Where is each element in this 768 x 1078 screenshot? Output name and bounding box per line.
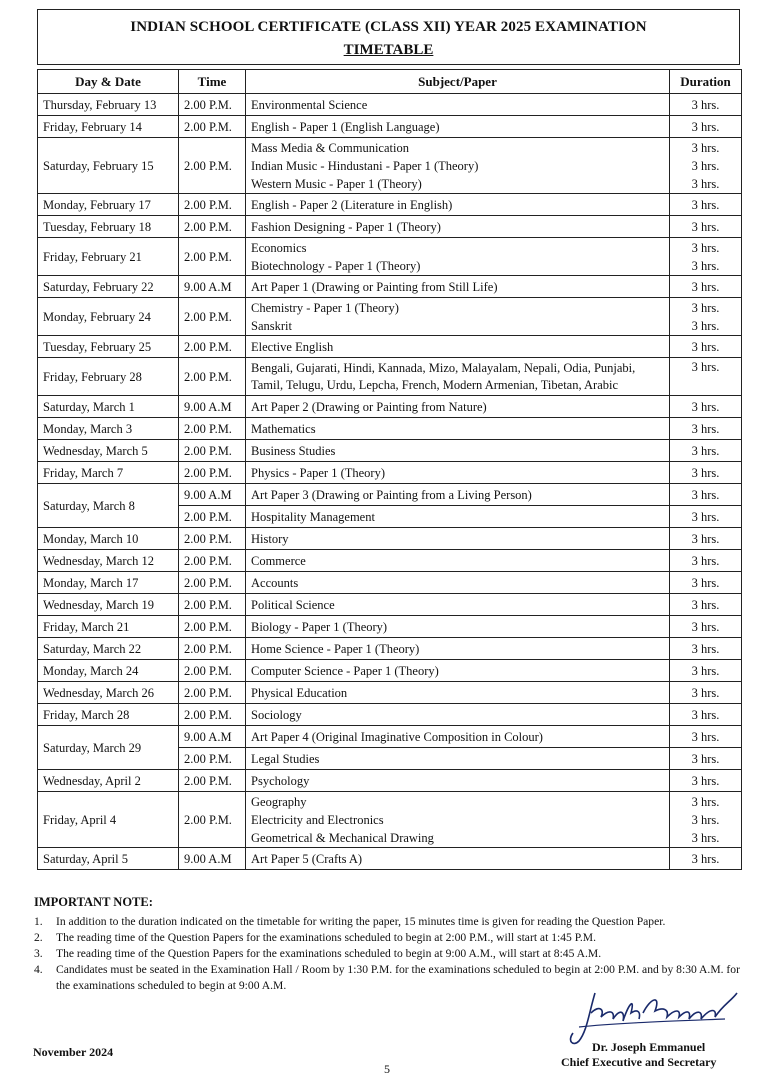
table-row <box>38 550 742 572</box>
cell-subject <box>246 660 670 682</box>
cell-duration <box>670 572 742 594</box>
cell-time: 2.00 P.M. <box>179 358 246 396</box>
table-row <box>38 462 742 484</box>
cell-subject <box>246 572 670 594</box>
subject-line: Geometrical & Mechanical Drawing <box>251 830 434 845</box>
cell-day: Saturday, February 15 <box>38 138 179 194</box>
cell-day: Wednesday, April 2 <box>38 770 179 792</box>
duration-line: 3 hrs. <box>691 140 720 155</box>
table-row <box>38 336 742 358</box>
cell-duration <box>670 682 742 704</box>
cell-day: Monday, March 10 <box>38 528 179 550</box>
subject-line: Sanskrit <box>251 318 292 333</box>
cell-subject <box>246 216 670 238</box>
notes-list <box>34 914 744 994</box>
note-number: 4. <box>34 963 43 976</box>
table-row <box>38 682 742 704</box>
note-number: 1. <box>34 915 43 928</box>
subject-line: Art Paper 4 (Original Imaginative Composition in Colour) <box>251 729 543 744</box>
cell-subject <box>246 336 670 358</box>
subject-line: Art Paper 3 (Drawing or Painting from a Living Person) <box>251 487 532 502</box>
cell-subject <box>246 792 670 848</box>
table-row <box>38 660 742 682</box>
duration-line: 3 hrs. <box>691 339 720 354</box>
cell-time: 2.00 P.M. <box>179 418 246 440</box>
timetable-body <box>38 94 742 870</box>
subject-line: Art Paper 1 (Drawing or Painting from Still Life) <box>251 279 498 294</box>
subject-line: Geography <box>251 794 307 809</box>
subject-line: Fashion Designing - Paper 1 (Theory) <box>251 219 441 234</box>
table-row <box>38 704 742 726</box>
cell-subject <box>246 528 670 550</box>
subject-line: Environmental Science <box>251 97 368 112</box>
cell-duration <box>670 276 742 298</box>
duration-line: 3 hrs. <box>691 318 720 333</box>
cell-duration <box>670 638 742 660</box>
table-row <box>38 216 742 238</box>
cell-subject <box>246 298 670 336</box>
subject-line: Accounts <box>251 575 299 590</box>
subject-line: Hospitality Management <box>251 509 375 524</box>
duration-line: 3 hrs. <box>691 531 720 546</box>
cell-day: Friday, February 28 <box>38 358 179 396</box>
note-item <box>34 914 744 930</box>
subject-line: Psychology <box>251 773 310 788</box>
cell-duration <box>670 528 742 550</box>
column-header-day: Day & Date <box>38 70 179 94</box>
duration-line: 3 hrs. <box>691 553 720 568</box>
cell-time: 2.00 P.M. <box>179 336 246 358</box>
cell-duration <box>670 506 742 528</box>
document-title: INDIAN SCHOOL CERTIFICATE (CLASS XII) YEAR 2025 EXAMINATION <box>130 19 647 35</box>
document-subtitle: TIMETABLE <box>343 42 434 58</box>
cell-duration <box>670 216 742 238</box>
table-row <box>38 528 742 550</box>
subject-line: Political Science <box>251 597 335 612</box>
duration-line: 3 hrs. <box>691 119 720 134</box>
cell-duration <box>670 726 742 748</box>
cell-subject <box>246 94 670 116</box>
cell-subject <box>246 138 670 194</box>
duration-line: 3 hrs. <box>691 830 720 845</box>
cell-day: Friday, March 21 <box>38 616 179 638</box>
cell-day: Friday, February 21 <box>38 238 179 276</box>
cell-time: 2.00 P.M. <box>179 528 246 550</box>
cell-subject <box>246 704 670 726</box>
cell-time: 2.00 P.M. <box>179 238 246 276</box>
table-row <box>38 440 742 462</box>
note-number: 2. <box>34 931 43 944</box>
page-number: 5 <box>384 1062 390 1076</box>
cell-time: 9.00 A.M <box>179 726 246 748</box>
note-text: Candidates must be seated in the Examination Hall / Room by 1:30 P.M. for the examinations scheduled to begin at 2:00 P.M. and by 8:30 A.M. for the examinations scheduled to begin at 9:00 A.M. <box>56 963 740 992</box>
duration-line: 3 hrs. <box>691 707 720 722</box>
duration-line: 3 hrs. <box>691 258 720 273</box>
cell-subject <box>246 396 670 418</box>
cell-time: 2.00 P.M. <box>179 660 246 682</box>
cell-duration <box>670 792 742 848</box>
cell-duration <box>670 594 742 616</box>
note-text: In addition to the duration indicated on the timetable for writing the paper, 15 minutes time is given for reading the Question Paper. <box>56 915 666 928</box>
cell-subject <box>246 550 670 572</box>
cell-time: 2.00 P.M. <box>179 462 246 484</box>
cell-duration <box>670 660 742 682</box>
cell-time: 9.00 A.M <box>179 396 246 418</box>
cell-time: 9.00 A.M <box>179 848 246 870</box>
cell-time: 2.00 P.M. <box>179 748 246 770</box>
cell-day: Wednesday, March 26 <box>38 682 179 704</box>
cell-time: 2.00 P.M. <box>179 704 246 726</box>
cell-time: 2.00 P.M. <box>179 116 246 138</box>
subject-line: Home Science - Paper 1 (Theory) <box>251 641 420 656</box>
cell-subject <box>246 238 670 276</box>
cell-time: 2.00 P.M. <box>179 216 246 238</box>
cell-day: Wednesday, March 19 <box>38 594 179 616</box>
duration-line: 3 hrs. <box>691 751 720 766</box>
cell-subject <box>246 748 670 770</box>
duration-line: 3 hrs. <box>691 240 720 255</box>
cell-day: Thursday, February 13 <box>38 94 179 116</box>
cell-duration <box>670 336 742 358</box>
cell-time: 2.00 P.M. <box>179 572 246 594</box>
subject-line: Chemistry - Paper 1 (Theory) <box>251 300 399 315</box>
cell-subject <box>246 440 670 462</box>
cell-duration <box>670 440 742 462</box>
cell-duration <box>670 484 742 506</box>
note-item <box>34 930 744 946</box>
cell-subject <box>246 484 670 506</box>
cell-time: 2.00 P.M. <box>179 770 246 792</box>
subject-line: English - Paper 1 (English Language) <box>251 119 440 134</box>
table-row <box>38 298 742 336</box>
table-row <box>38 396 742 418</box>
cell-subject <box>246 358 670 396</box>
note-text: The reading time of the Question Papers for the examinations scheduled to begin at 2:00 P.M., will start at 1:45 P.M. <box>56 931 596 944</box>
cell-day: Saturday, March 22 <box>38 638 179 660</box>
cell-time: 2.00 P.M. <box>179 138 246 194</box>
duration-line: 3 hrs. <box>691 97 720 112</box>
subject-line: Indian Music - Hindustani - Paper 1 (Theory) <box>251 158 479 173</box>
cell-time: 2.00 P.M. <box>179 94 246 116</box>
cell-time: 2.00 P.M. <box>179 616 246 638</box>
cell-subject <box>246 726 670 748</box>
cell-duration <box>670 770 742 792</box>
note-item <box>34 946 744 962</box>
duration-line: 3 hrs. <box>691 575 720 590</box>
cell-subject <box>246 462 670 484</box>
table-row <box>38 116 742 138</box>
subject-line: English - Paper 2 (Literature in English) <box>251 197 453 212</box>
subject-line: Elective English <box>251 339 334 354</box>
cell-day: Wednesday, March 5 <box>38 440 179 462</box>
cell-time: 2.00 P.M. <box>179 594 246 616</box>
cell-day: Saturday, March 1 <box>38 396 179 418</box>
cell-day: Wednesday, March 12 <box>38 550 179 572</box>
subject-line: Bengali, Gujarati, Hindi, Kannada, Mizo, Malayalam, Nepali, Odia, Punjabi, Tamil, Telugu, Urdu, Lepcha, French, Modern Armenian, Tibetan, Arabic <box>251 360 636 392</box>
subject-line: Physics - Paper 1 (Theory) <box>251 465 385 480</box>
subject-line: Business Studies <box>251 443 336 458</box>
cell-time: 2.00 P.M. <box>179 194 246 216</box>
table-row <box>38 418 742 440</box>
cell-duration <box>670 418 742 440</box>
cell-duration <box>670 396 742 418</box>
table-row <box>38 792 742 848</box>
cell-duration <box>670 116 742 138</box>
cell-day: Saturday, March 8 <box>38 484 179 528</box>
cell-duration <box>670 194 742 216</box>
duration-line: 3 hrs. <box>691 685 720 700</box>
cell-time: 2.00 P.M. <box>179 506 246 528</box>
cell-time: 2.00 P.M. <box>179 440 246 462</box>
duration-line: 3 hrs. <box>691 812 720 827</box>
cell-time: 9.00 A.M <box>179 276 246 298</box>
subject-line: Economics <box>251 240 307 255</box>
duration-line: 3 hrs. <box>691 597 720 612</box>
note-number: 3. <box>34 947 43 960</box>
header-box <box>37 9 740 65</box>
cell-time: 2.00 P.M. <box>179 682 246 704</box>
cell-day: Tuesday, February 18 <box>38 216 179 238</box>
table-row <box>38 194 742 216</box>
duration-line: 3 hrs. <box>691 663 720 678</box>
cell-duration <box>670 616 742 638</box>
duration-line: 3 hrs. <box>691 509 720 524</box>
cell-day: Tuesday, February 25 <box>38 336 179 358</box>
footer-date: November 2024 <box>33 1045 114 1059</box>
duration-line: 3 hrs. <box>691 300 720 315</box>
cell-day: Monday, March 24 <box>38 660 179 682</box>
cell-subject <box>246 506 670 528</box>
cell-subject <box>246 594 670 616</box>
cell-day: Monday, February 24 <box>38 298 179 336</box>
subject-line: Art Paper 5 (Crafts A) <box>251 851 363 866</box>
subject-line: Commerce <box>251 553 306 568</box>
cell-duration <box>670 748 742 770</box>
cell-subject <box>246 276 670 298</box>
cell-duration <box>670 848 742 870</box>
table-row <box>38 484 742 506</box>
cell-time: 2.00 P.M. <box>179 298 246 336</box>
subject-line: History <box>251 531 289 546</box>
cell-time: 9.00 A.M <box>179 484 246 506</box>
subject-line: Mathematics <box>251 421 316 436</box>
cell-day: Friday, April 4 <box>38 792 179 848</box>
table-row <box>38 726 742 748</box>
cell-time: 2.00 P.M. <box>179 638 246 660</box>
duration-line: 3 hrs. <box>691 794 720 809</box>
subject-line: Computer Science - Paper 1 (Theory) <box>251 663 439 678</box>
cell-day: Friday, March 28 <box>38 704 179 726</box>
notes-title: IMPORTANT NOTE: <box>34 895 153 909</box>
cell-day: Friday, February 14 <box>38 116 179 138</box>
table-row <box>38 616 742 638</box>
table-row <box>38 770 742 792</box>
cell-day: Monday, March 17 <box>38 572 179 594</box>
cell-day: Saturday, February 22 <box>38 276 179 298</box>
cell-subject <box>246 616 670 638</box>
duration-line: 3 hrs. <box>691 197 720 212</box>
cell-subject <box>246 194 670 216</box>
subject-line: Western Music - Paper 1 (Theory) <box>251 176 422 191</box>
cell-duration <box>670 704 742 726</box>
table-row <box>38 276 742 298</box>
subject-line: Electricity and Electronics <box>251 812 384 827</box>
duration-line: 3 hrs. <box>691 773 720 788</box>
duration-line: 3 hrs. <box>691 421 720 436</box>
column-header-duration: Duration <box>670 70 742 94</box>
duration-line: 3 hrs. <box>691 219 720 234</box>
table-header-row <box>38 70 742 94</box>
subject-line: Legal Studies <box>251 751 320 766</box>
cell-day: Monday, February 17 <box>38 194 179 216</box>
duration-line: 3 hrs. <box>691 619 720 634</box>
column-header-time: Time <box>179 70 246 94</box>
duration-line: 3 hrs. <box>691 443 720 458</box>
duration-line: 3 hrs. <box>691 641 720 656</box>
cell-subject <box>246 770 670 792</box>
duration-line: 3 hrs. <box>691 176 720 191</box>
table-row <box>38 358 742 396</box>
cell-day: Friday, March 7 <box>38 462 179 484</box>
subject-line: Mass Media & Communication <box>251 140 409 155</box>
duration-line: 3 hrs. <box>691 851 720 866</box>
cell-subject <box>246 682 670 704</box>
subject-line: Physical Education <box>251 685 348 700</box>
cell-day: Monday, March 3 <box>38 418 179 440</box>
duration-line: 3 hrs. <box>691 465 720 480</box>
note-text: The reading time of the Question Papers for the examinations scheduled to begin at 9:00 A.M., will start at 8:45 A.M. <box>56 947 602 960</box>
cell-day: Saturday, April 5 <box>38 848 179 870</box>
cell-duration <box>670 238 742 276</box>
duration-line: 3 hrs. <box>691 279 720 294</box>
cell-time: 2.00 P.M. <box>179 792 246 848</box>
duration-line: 3 hrs. <box>691 729 720 744</box>
subject-line: Sociology <box>251 707 302 722</box>
table-row <box>38 638 742 660</box>
cell-time: 2.00 P.M. <box>179 550 246 572</box>
cell-duration <box>670 358 742 396</box>
cell-duration <box>670 138 742 194</box>
table-row <box>38 138 742 194</box>
subject-line: Biotechnology - Paper 1 (Theory) <box>251 258 421 273</box>
subject-line: Biology - Paper 1 (Theory) <box>251 619 388 634</box>
timetable <box>37 69 742 870</box>
signatory-title: Chief Executive and Secretary <box>561 1055 717 1069</box>
subject-line: Art Paper 2 (Drawing or Painting from Nature) <box>251 399 487 414</box>
cell-duration <box>670 550 742 572</box>
table-row <box>38 572 742 594</box>
table-row <box>38 594 742 616</box>
cell-day: Saturday, March 29 <box>38 726 179 770</box>
cell-subject <box>246 848 670 870</box>
duration-line: 3 hrs. <box>691 399 720 414</box>
table-row <box>38 238 742 276</box>
cell-duration <box>670 298 742 336</box>
table-row <box>38 94 742 116</box>
cell-subject <box>246 116 670 138</box>
cell-duration <box>670 94 742 116</box>
cell-subject <box>246 638 670 660</box>
duration-line: 3 hrs. <box>691 487 720 502</box>
duration-line: 3 hrs. <box>691 158 720 173</box>
cell-duration <box>670 462 742 484</box>
duration-line: 3 hrs. <box>691 360 720 374</box>
signatory-name: Dr. Joseph Emmanuel <box>592 1040 706 1054</box>
cell-subject <box>246 418 670 440</box>
table-row <box>38 848 742 870</box>
column-header-subject: Subject/Paper <box>246 70 670 94</box>
